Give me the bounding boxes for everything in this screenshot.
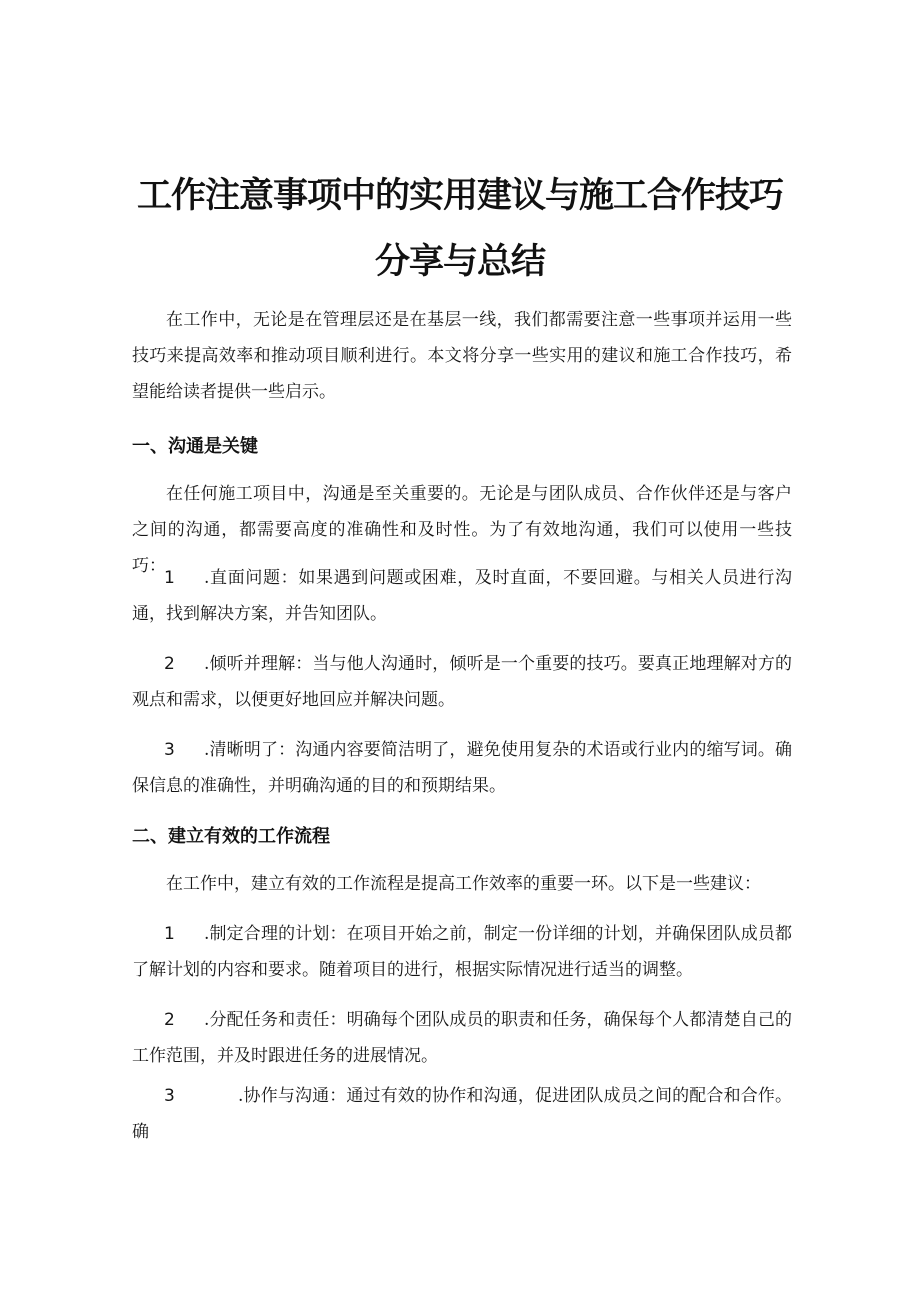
section2-heading: 二、建立有效的工作流程 xyxy=(132,826,330,847)
document-title-line2: 分享与总结 xyxy=(374,242,545,282)
section1-item-2 xyxy=(132,646,792,718)
list-item-text: .直面问题：如果遇到问题或困难，及时直面，不要回避。与相关人员进行沟通，找到解决方案，并告知团队。 xyxy=(132,568,792,624)
list-item-text: .制定合理的计划：在项目开始之前，制定一份详细的计划，并确保团队成员都了解计划的内容和要求。随着项目的进行，根据实际情况进行适当的调整。 xyxy=(132,924,792,980)
section2-item-2 xyxy=(132,1002,792,1074)
section2-intro: 在工作中，建立有效的工作流程是提高工作效率的重要一环。以下是一些建议： xyxy=(166,874,761,894)
document-title-line1: 工作注意事项中的实用建议与施工合作技巧 xyxy=(136,176,783,216)
list-item-text: .清晰明了：沟通内容要简洁明了，避免使用复杂的术语或行业内的缩写词。确保信息的准确性，并明确沟通的目的和预期结果。 xyxy=(132,740,792,796)
list-number: 3 xyxy=(164,740,175,760)
list-number: 1 xyxy=(164,924,175,944)
list-number: 2 xyxy=(164,654,175,674)
section2-item-1 xyxy=(132,916,792,988)
section2-item-3 xyxy=(132,1078,792,1150)
section1-intro: 在任何施工项目中，沟通是至关重要的。无论是与团队成员、合作伙伴还是与客户之间的沟通，都需要高度的准确性和及时性。为了有效地沟通，我们可以使用一些技巧： xyxy=(132,484,792,576)
section1-item-1 xyxy=(132,560,792,632)
list-item-text: .倾听并理解：当与他人沟通时，倾听是一个重要的技巧。要真正地理解对方的观点和需求，以便更好地回应并解决问题。 xyxy=(132,654,792,710)
list-number: 1 xyxy=(164,568,175,588)
list-number: 3 xyxy=(164,1086,175,1106)
list-item-text: .分配任务和责任：明确每个团队成员的职责和任务，确保每个人都清楚自己的工作范围，并及时跟进任务的进展情况。 xyxy=(132,1010,792,1066)
list-item-text: .协作与沟通：通过有效的协作和沟通，促进团队成员之间的配合和合作。确 xyxy=(132,1086,792,1142)
section1-item-3 xyxy=(132,732,792,804)
list-number: 2 xyxy=(164,1010,175,1030)
intro-paragraph: 在工作中，无论是在管理层还是在基层一线，我们都需要注意一些事项并运用一些技巧来提高效率和推动项目顺利进行。本文将分享一些实用的建议和施工合作技巧，希望能给读者提供一些启示。 xyxy=(132,310,792,402)
section1-heading: 一、沟通是关键 xyxy=(132,436,258,457)
